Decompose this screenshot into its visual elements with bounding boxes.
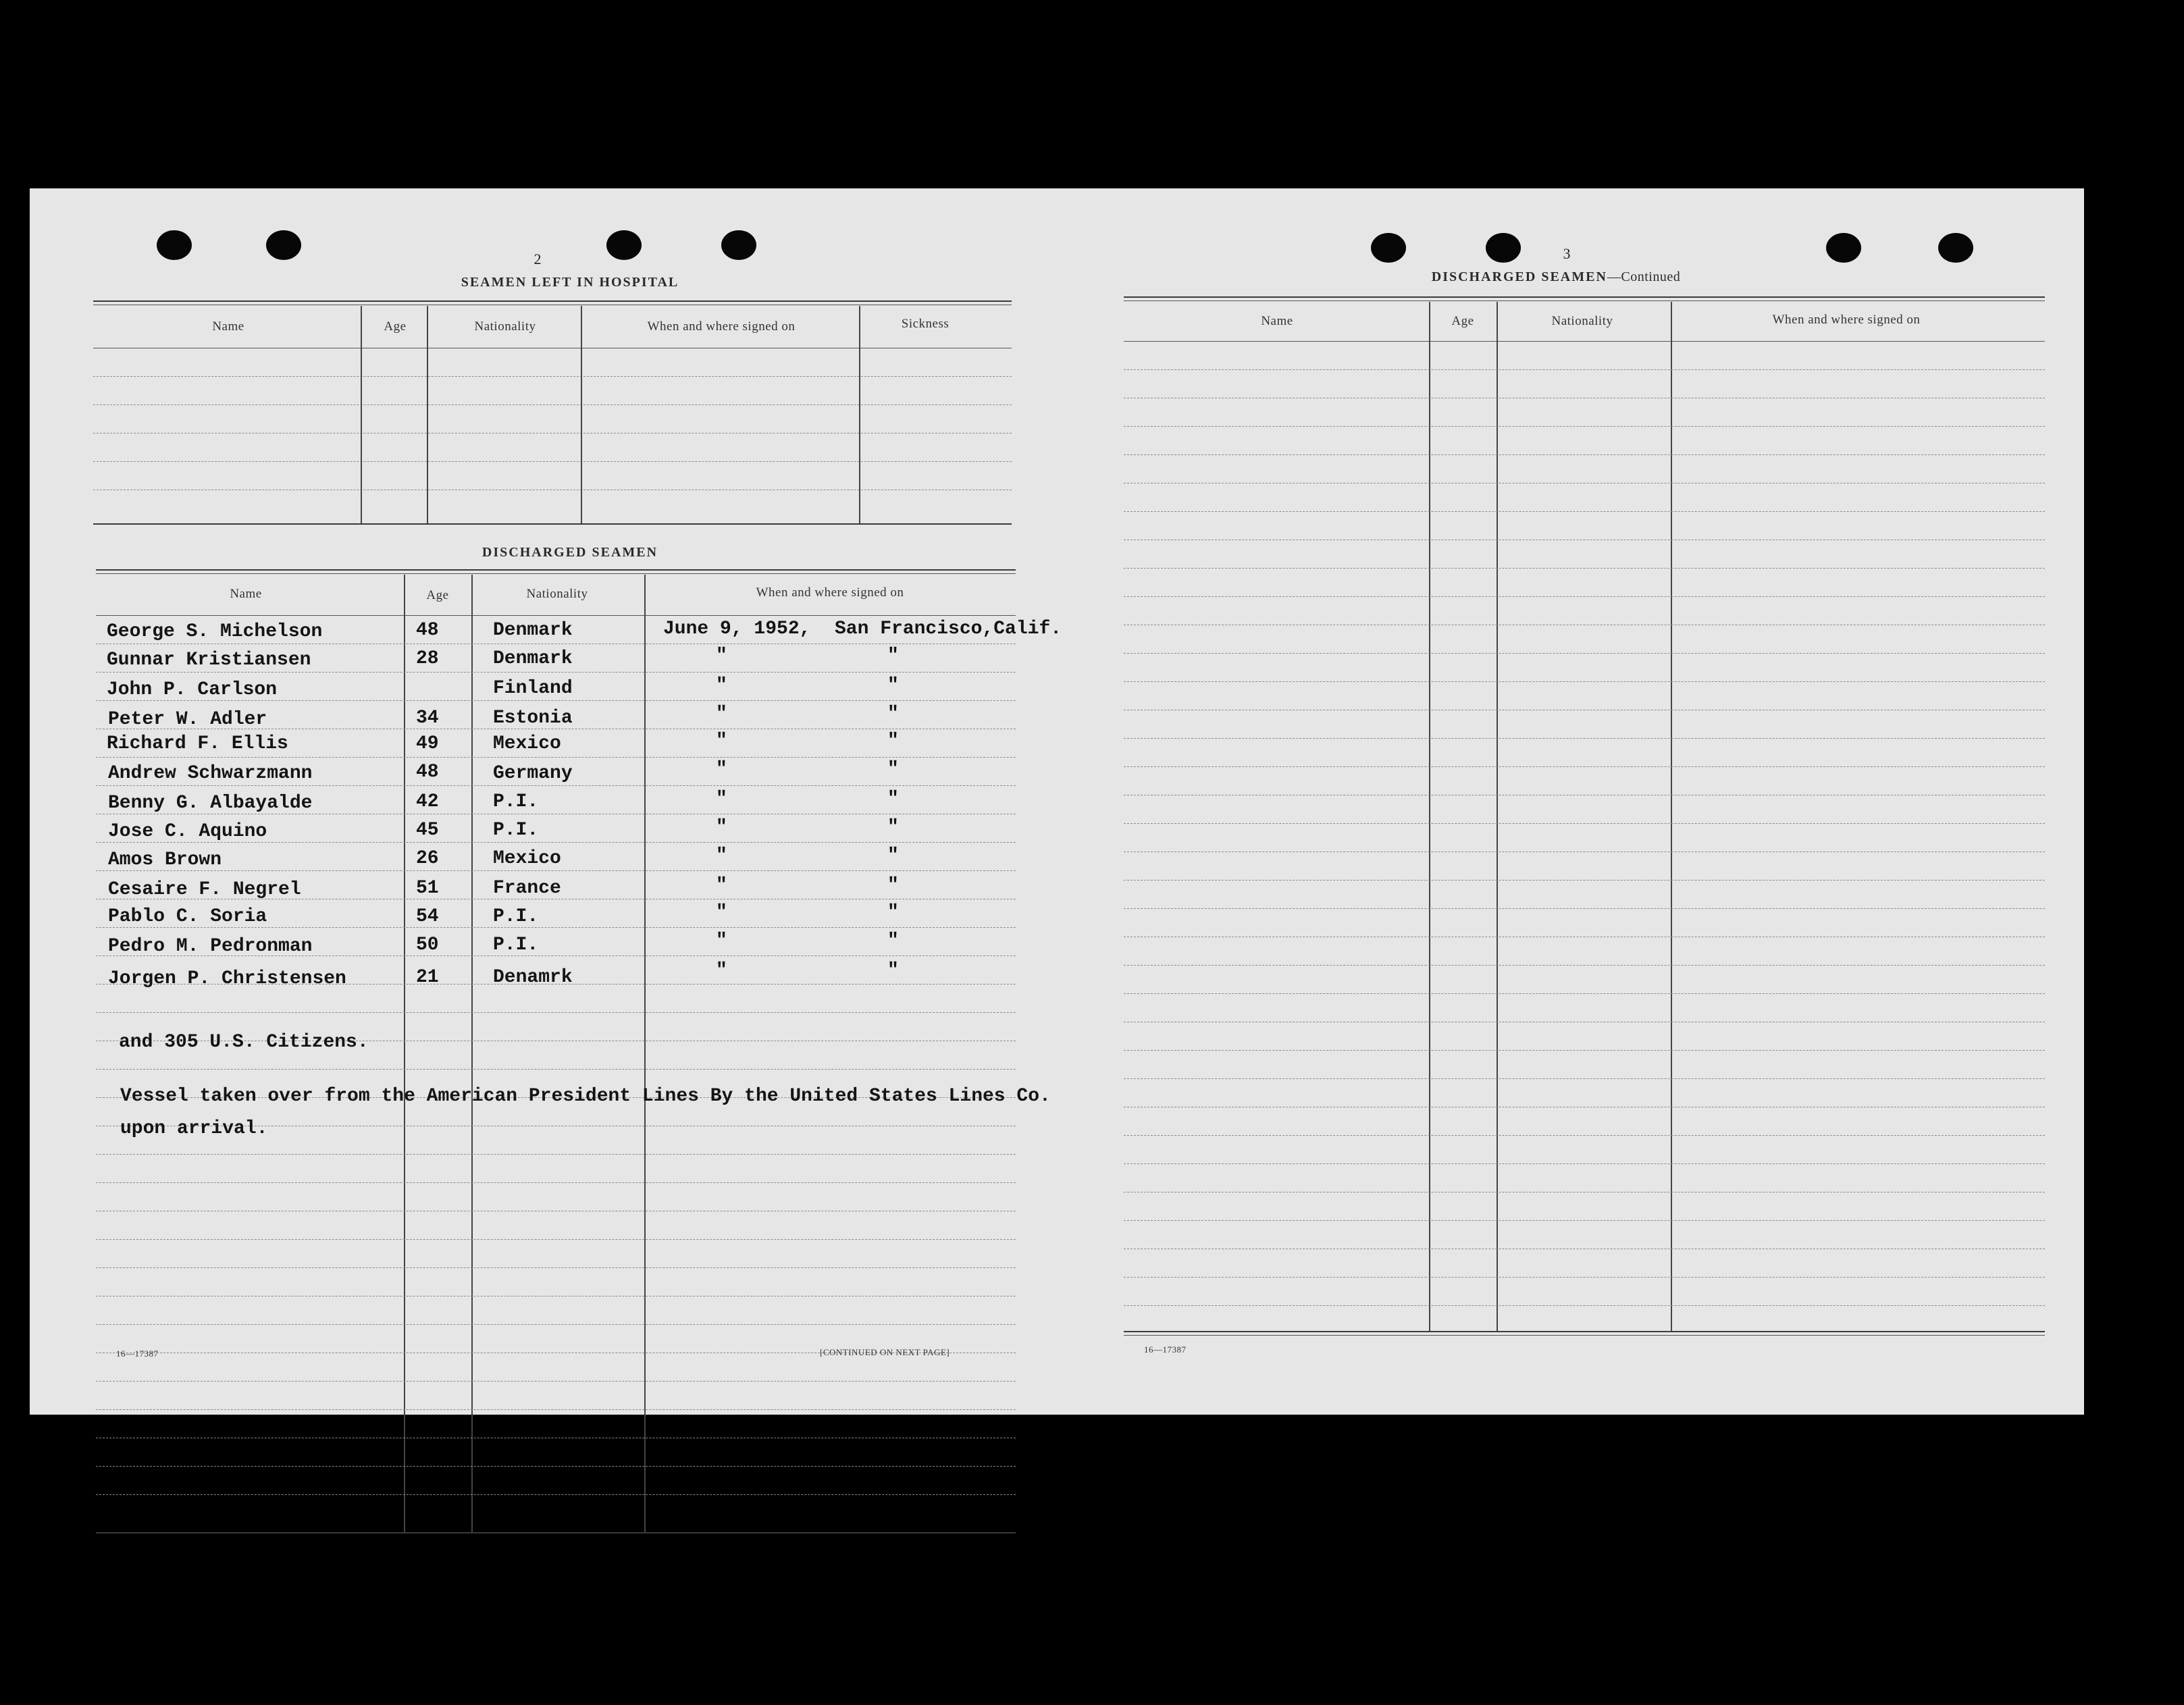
right-col-divider [1671,302,1672,1331]
hospital-row-line [93,461,1012,462]
seaman-age: 48 [416,762,439,783]
signed-on-where: " [887,646,899,666]
row-line [1124,1135,2045,1136]
hospital-col-sickness: Sickness [901,317,950,331]
hospital-col-signed-on: When and where signed on [647,319,796,334]
seaman-age: 48 [416,620,439,641]
row-line [1124,1163,2045,1164]
punch-hole [721,230,756,260]
signed-on-when: " [716,675,727,696]
hospital-col-name: Name [212,319,244,334]
seaman-nationality: Mexico [493,848,561,869]
row-line [96,757,1016,758]
row-line [1124,511,2045,512]
row-line [96,1154,1016,1155]
discharged-col-name: Name [230,587,262,601]
row-line [96,1409,1016,1410]
signed-on-when: " [716,930,727,951]
row-line [1124,1078,2045,1079]
signed-on-when: " [716,646,727,666]
row-line [1124,1220,2045,1221]
row-line [96,1267,1016,1268]
remark-line-1: Vessel taken over from the American President Lines By the United States Lines Co. [120,1086,1051,1107]
signed-on-where: " [887,675,899,696]
signed-on-when: " [716,759,727,780]
hospital-col-divider [859,306,860,523]
row-line [1124,1305,2045,1306]
signed-on-when: " [716,845,727,866]
hospital-col-divider [581,306,582,523]
punch-hole [606,230,642,260]
seaman-name: Amos Brown [108,849,222,870]
row-line [96,1324,1016,1325]
seaman-name: Jorgen P. Christensen [108,968,346,989]
row-line [96,785,1016,786]
right-col-signed-on: When and where signed on [1772,313,1921,327]
hospital-row-line [93,376,1012,377]
row-line [96,1012,1016,1013]
seaman-name: John P. Carlson [107,679,278,700]
discharged-col-nationality: Nationality [526,587,588,601]
row-line [1124,908,2045,909]
row-line [1124,851,2045,852]
punch-hole [1486,233,1521,263]
row-line [96,672,1016,673]
signed-on-when: " [716,704,727,725]
discharged-bottom-rule [96,1532,1016,1533]
signed-on-when: " [716,902,727,923]
seaman-age: 21 [416,967,439,988]
seaman-nationality: P.I. [493,791,539,812]
discharged-col-age: Age [426,588,449,602]
hospital-row-line [93,433,1012,434]
punch-hole [1371,233,1406,263]
seaman-nationality: P.I. [493,820,539,841]
hospital-col-divider [427,306,428,523]
discharged-col-divider [404,575,405,1533]
row-line [96,927,1016,928]
seaman-name: Andrew Schwarzmann [108,763,313,784]
seaman-age: 50 [416,935,439,955]
discharged-col-divider [471,575,473,1533]
right-col-age: Age [1451,314,1474,328]
signed-on-where: " [887,759,899,780]
left-page-number: 2 [534,251,542,267]
row-line [1124,823,2045,824]
seaman-age: 54 [416,906,439,927]
seaman-nationality: Mexico [493,733,561,754]
row-line [1124,766,2045,767]
seaman-age: 28 [416,648,439,669]
right-top-rule [1124,296,2045,298]
seaman-name: Pedro M. Pedronman [108,936,313,957]
seaman-nationality: P.I. [493,906,539,927]
right-bottom-rule [1124,1331,2045,1332]
row-line [1124,738,2045,739]
signed-on-when: " [716,875,727,896]
right-section-title-text: DISCHARGED SEAMEN [1431,269,1607,284]
signed-on-when: " [716,731,727,752]
continued-note: [CONTINUED ON NEXT PAGE] [820,1347,950,1357]
row-line [96,1182,1016,1183]
row-line [1124,568,2045,569]
row-line [1124,965,2045,966]
record-sheet [30,188,2084,1415]
seaman-name: Benny G. Albayalde [108,793,313,814]
seaman-age: 42 [416,791,439,812]
seaman-nationality: P.I. [493,935,539,955]
right-top-rule-2 [1124,300,2045,301]
row-line [96,1494,1016,1495]
signed-on-where: " [887,704,899,725]
punch-hole [266,230,301,260]
seaman-name: Jose C. Aquino [108,821,267,842]
row-line [1124,653,2045,654]
seaman-nationality: Denmark [493,648,573,669]
signed-on-where: San Francisco,Calif. [835,619,1062,639]
right-col-name: Name [1261,314,1293,328]
left-form-number: 16—17387 [116,1348,159,1359]
row-line [96,870,1016,871]
hospital-col-divider [361,306,362,523]
seaman-name: Gunnar Kristiansen [107,650,311,671]
discharged-top-rule [96,569,1016,571]
row-line [96,1466,1016,1467]
row-line [96,700,1016,701]
row-line [1124,1277,2045,1278]
seaman-nationality: Denmark [493,620,573,641]
signed-on-where: " [887,902,899,923]
row-line [1124,993,2045,994]
seaman-nationality: Denamrk [493,967,573,988]
row-line [1124,1050,2045,1051]
hospital-col-nationality: Nationality [474,319,536,334]
signed-on-where: " [887,845,899,866]
right-form-number: 16—17387 [1144,1344,1187,1355]
seaman-name: George S. Michelson [107,621,323,642]
row-line [96,842,1016,843]
right-col-nationality: Nationality [1551,314,1613,328]
punch-hole [1938,233,1973,263]
row-line [96,1381,1016,1382]
seaman-age: 51 [416,878,439,899]
row-line [1124,369,2045,370]
right-header-rule [1124,341,2045,342]
signed-on-where: " [887,789,899,810]
row-line [1124,454,2045,455]
seaman-age: 49 [416,733,439,754]
discharged-header-rule [96,615,1016,616]
remark-line-2: upon arrival. [120,1118,268,1139]
discharged-col-signed-on: When and where signed on [756,585,904,600]
right-page-number: 3 [1563,245,1571,262]
seaman-nationality: Finland [493,678,573,699]
signed-on-where: " [887,960,899,981]
seaman-name: Peter W. Adler [108,709,267,730]
signed-on-where: " [887,731,899,752]
seaman-age: 26 [416,848,439,869]
seaman-nationality: Estonia [493,708,573,729]
discharged-top-rule-2 [96,573,1016,574]
signed-on-when: " [716,789,727,810]
row-line [1124,880,2045,881]
right-col-divider [1497,302,1498,1331]
seaman-name: Pablo C. Soria [108,906,267,927]
seaman-name: Cesaire F. Negrel [108,879,301,900]
signed-on-when: June 9, 1952, [663,619,811,639]
seaman-age: 45 [416,820,439,841]
hospital-col-age: Age [384,319,407,334]
row-line [1124,681,2045,682]
hospital-bottom-rule [93,523,1012,525]
row-line [96,1069,1016,1070]
row-line [96,1239,1016,1240]
right-col-divider [1429,302,1430,1331]
signed-on-when: " [716,960,727,981]
citizens-note: and 305 U.S. Citizens. [119,1032,369,1053]
signed-on-where: " [887,930,899,951]
signed-on-when: " [716,817,727,838]
punch-hole [157,230,192,260]
seaman-age: 34 [416,708,439,729]
seaman-nationality: Germany [493,763,573,784]
hospital-top-rule [93,300,1012,302]
hospital-row-line [93,404,1012,405]
discharged-section-title: DISCHARGED SEAMEN [482,545,658,560]
seaman-nationality: France [493,878,561,899]
row-line [1124,596,2045,597]
signed-on-where: " [887,817,899,838]
discharged-col-divider [644,575,646,1533]
seaman-name: Richard F. Ellis [107,733,288,754]
right-bottom-rule-2 [1124,1335,2045,1336]
row-line [1124,426,2045,427]
right-section-title-continued: —Continued [1607,269,1681,284]
right-section-title [1380,269,1732,285]
signed-on-where: " [887,875,899,896]
hospital-section-title: SEAMEN LEFT IN HOSPITAL [461,275,679,290]
punch-hole [1826,233,1861,263]
